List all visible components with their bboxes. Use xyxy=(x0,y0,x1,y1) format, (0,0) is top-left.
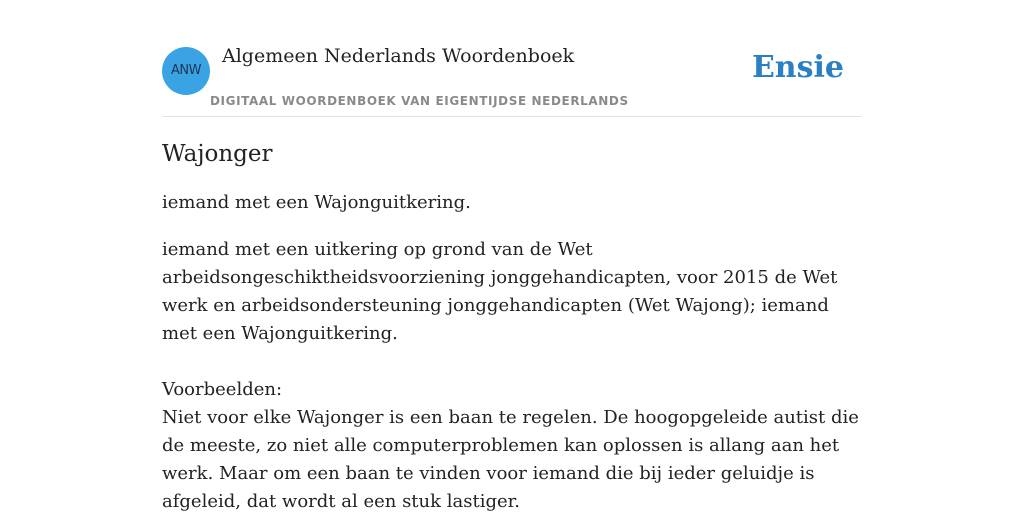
entry-content xyxy=(162,138,862,512)
headword: Wajonger xyxy=(162,141,273,167)
site-subtitle: DIGITAAL WOORDENBOEK VAN EIGENTIJDSE NEDERLANDS xyxy=(210,94,629,108)
example-sentence: Niet voor elke Wajonger is een baan te regelen. De hoogopgeleide autist die de meeste, zo niet alle computerproblemen kan oplossen is allang aan het werk. Maar om een baan te vinden voor iemand die bij ieder geluidje is afgeleid, dat wordt al een stuk lastiger. xyxy=(162,407,859,512)
examples-label: Voorbeelden: xyxy=(162,379,283,400)
long-definition: iemand met een uitkering op grond van de Wet arbeidsongeschiktheidsvoorziening jonggehandicapten, voor 2015 de Wet werk en arbeidsondersteuning jonggehandicapten (Wet Wajong); iemand met een Wajonguitkering. xyxy=(162,239,838,344)
short-definition: iemand met een Wajonguitkering. xyxy=(162,192,471,213)
site-header xyxy=(162,0,862,117)
anw-logo[interactable]: ANW xyxy=(162,47,210,95)
ensie-brand-link[interactable]: Ensie xyxy=(751,50,844,85)
site-title[interactable]: Algemeen Nederlands Woordenboek xyxy=(222,45,575,67)
